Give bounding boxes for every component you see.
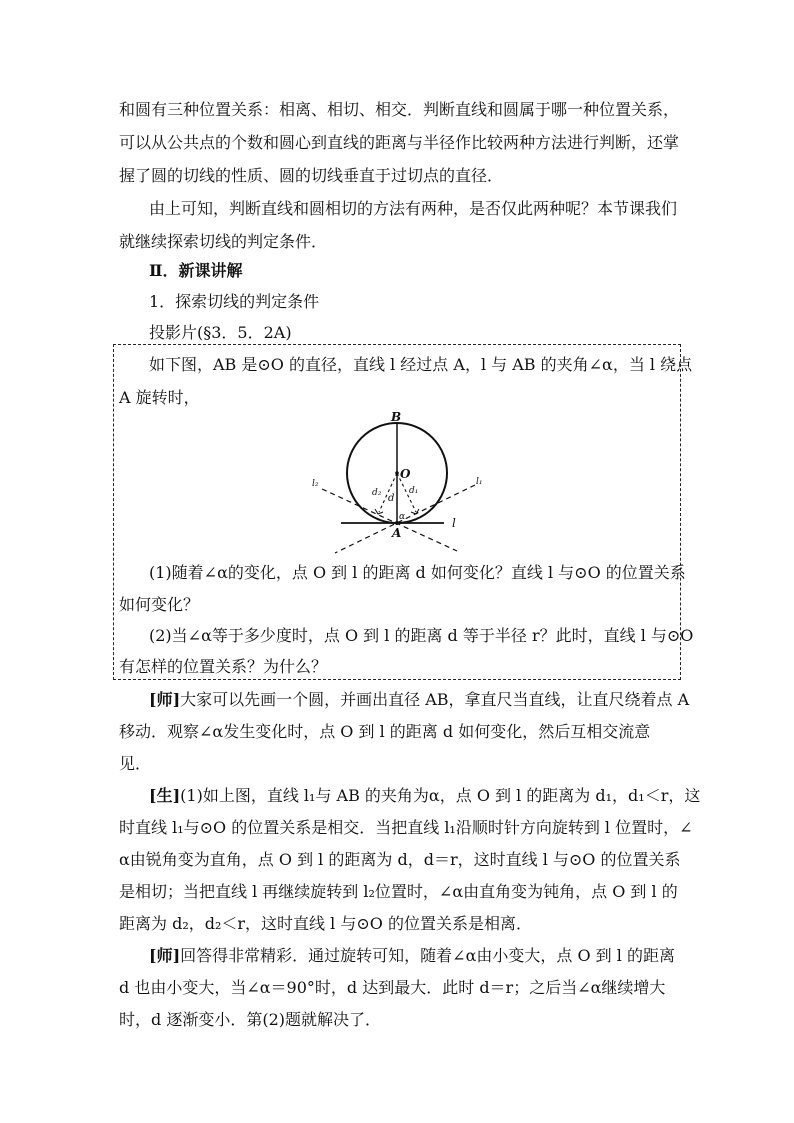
question-1-line-1: (1)随着∠α的变化，点 O 到 l 的距离 d 如何变化？直线 l 与⊙O 的位置关系 (149, 563, 686, 582)
teacher-paragraph-2-line-3: 时，d 逐渐变小．第(2)题就解决了． (119, 1010, 381, 1029)
label-d1: d₁ (409, 486, 419, 496)
intro-line-2: 可以从公共点的个数和圆心到直线的距离与半径作比较两种方法进行判断，还掌 (119, 133, 680, 152)
label-alpha: α (399, 512, 406, 522)
teacher-paragraph-2-line-2: d 也由小变大，当∠α＝90°时，d 达到最大．此时 d＝r；之后当∠α继续增大 (119, 978, 666, 997)
label-B: B (391, 410, 402, 424)
question-2-line-1: (2)当∠α等于多少度时，点 O 到 l 的距离 d 等于半径 r？此时，直线 l 与⊙O (149, 626, 694, 645)
box-line-1: 如下图，AB 是⊙O 的直径，直线 l 经过点 A，l 与 AB 的夹角∠α，当 l 绕点 (149, 355, 693, 374)
intro-line-4: 由上可知，判断直线和圆相切的方法有两种，是否仅此两种呢？本节课我们 (149, 199, 678, 218)
intro-line-1: 和圆有三种位置关系：相离、相切、相交．判断直线和圆属于哪一种位置关系， (119, 100, 680, 119)
label-l1: l₁ (476, 477, 483, 487)
student-paragraph-line-2: 时直线 l₁与⊙O 的位置关系是相交．当把直线 l₁沿顺时针方向旋转到 l 位置时，∠ (119, 818, 693, 837)
label-O: O (400, 467, 411, 481)
subsection-title: 1．探索切线的判定条件 (149, 292, 320, 311)
label-d: d (388, 493, 395, 504)
label-l: l (452, 516, 456, 530)
label-d2: d₂ (372, 488, 382, 498)
teacher-paragraph-1-line-2: 移动．观察∠α发生变化时，点 O 到 l 的距离 d 如何变化，然后互相交流意 (119, 722, 651, 741)
student-paragraph-line-5: 距离为 d₂，d₂＜r，这时直线 l 与⊙O 的位置关系是相离． (119, 914, 532, 933)
student-paragraph-line-1 (149, 786, 700, 806)
teacher-tag-2: [师] (149, 946, 181, 965)
student-paragraph-line-3: α由锐角变为直角，点 O 到 l 的距离为 d，d＝r，这时直线 l 与⊙O 的位置关系 (119, 850, 681, 869)
question-1-line-2: 如何变化？ (119, 595, 200, 614)
intro-line-5: 就继续探索切线的判定条件． (119, 232, 328, 251)
teacher-text-2: 回答得非常精彩．通过旋转可知，随着∠α由小变大，点 O 到 l 的距离 (180, 946, 675, 965)
teacher-paragraph-2-line-1 (149, 946, 675, 966)
student-paragraph-line-4: 是相切；当把直线 l 再继续旋转到 l₂位置时，∠α由直角变为钝角，点 O 到 l 的 (119, 882, 678, 901)
label-A: A (392, 526, 402, 540)
student-text: (1)如上图，直线 l₁与 AB 的夹角为α，点 O 到 l 的距离为 d₁，d₁＜r，这 (180, 786, 701, 805)
teacher-paragraph-1-line-1 (149, 690, 689, 710)
question-2-line-2: 有怎样的位置关系？为什么？ (119, 657, 328, 676)
intro-line-3: 握了圆的切线的性质、圆的切线垂直于过切点的直径． (119, 166, 504, 185)
teacher-text: 大家可以先画一个圆，并画出直径 AB，拿直尺当直线，让直尺绕着点 A (180, 690, 690, 709)
student-tag: [生] (149, 786, 181, 805)
projector-label: 投影片(§3．5．2A) (149, 323, 292, 342)
teacher-tag: [师] (149, 690, 181, 709)
label-l2: l₂ (312, 479, 319, 489)
section-heading: Ⅱ．新课讲解 (149, 261, 243, 280)
box-line-2: A 旋转时， (119, 388, 200, 407)
teacher-paragraph-1-line-3: 见． (119, 754, 152, 773)
